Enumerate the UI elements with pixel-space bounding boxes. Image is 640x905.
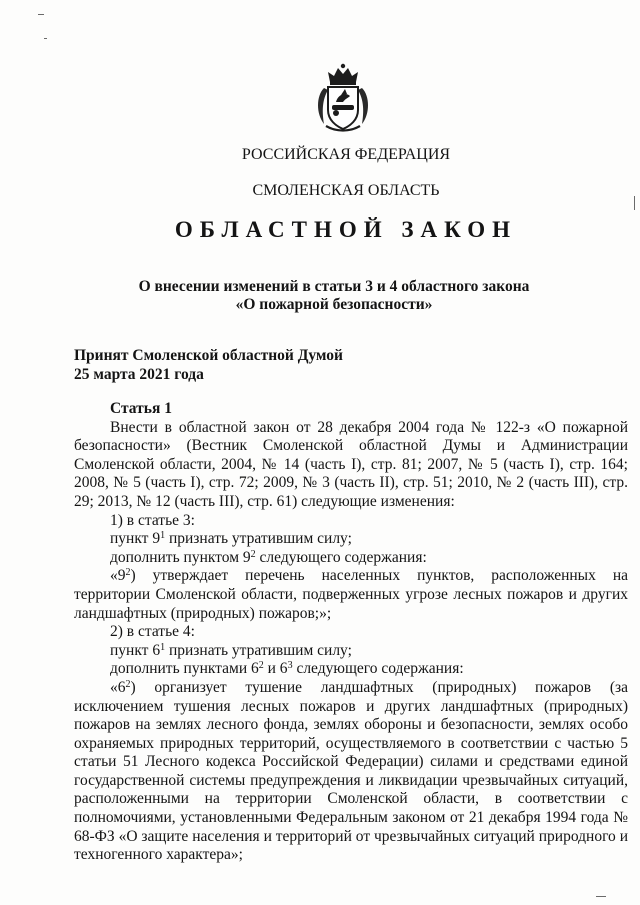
amendment-item-1-quoted-text: «$9^2$) утверждает перечень населенных пунктов, расположенных на территории Смоленской области, подверженных угрозе лесных пожаров и других ландшафтных (природных) пожаров;»; [74, 567, 628, 622]
adoption-block [74, 346, 343, 384]
article-heading: Статья 1 [110, 400, 172, 417]
scan-mark-top-left [38, 14, 44, 15]
document-title: ОБЛАСТНОЙ ЗАКОН [174, 217, 518, 242]
article-intro-paragraph: Внести в областной закон от 28 декабря 2004 года № 122-з «О пожарной безопасности» (Вестник Смоленской областной Думы и Администрации Смоленской области, 2004, № 14 (часть I), стр. 81; 2007, № 5 (часть I), стр. 164; 2008, № 5 (часть I), стр. 72; 2009, № 3 (часть II), стр. 51; 2010, № 2 (часть III), стр. 29; 2013, № 12 (часть III), стр. 61) следующие изменения: [74, 418, 628, 510]
smolensk-coat-of-arms-icon [312, 62, 374, 134]
adoption-date: 25 марта 2021 года [74, 366, 204, 383]
amendment-item-1-point-b: дополнить пунктом $9^2$ следующего содержания: [110, 548, 427, 566]
amendment-item-2-quoted-text: «$6^2$) организует тушение ландшафтных (природных) пожаров (за исключением тушения лесных пожаров и других ландшафтных (природных) пожаров на землях лесного фонда, землях обороны и безопасности, землях особо охраняемых природных территорий, осуществляемого в соответствии с частью 5 статьи 51 Лесного кодекса Российской Федерации) силами и средствами единой государственной системы предупреждения и ликвидации чрезвычайных ситуаций, расположенными на территории Смоленской области, в соответствии с полномочиями, установленными Федеральным законом от 21 декабря 1994 года № 68-ФЗ «О защите населения и территорий от чрезвычайных ситуаций природного и техногенного характера»; [74, 678, 628, 864]
federation-heading: РОССИЙСКАЯ ФЕДЕРАЦИЯ [241, 146, 451, 163]
adoption-body: Принят Смоленской областной Думой [74, 347, 343, 364]
amendment-item-1-point-a: пункт $9^1$ признать утратившим силу; [110, 530, 352, 548]
amendment-item-1: 1) в статье 3: [110, 511, 195, 529]
law-subtitle-line-1: О внесении изменений в статьи 3 и 4 областного закона [138, 278, 530, 295]
scan-mark-top-left-2 [44, 38, 47, 39]
article-body [74, 400, 628, 865]
law-subtitle [14, 278, 640, 314]
scan-mark-bottom-right [596, 896, 606, 897]
amendment-item-2-point-a: пункт $6^1$ признать утратившим силу; [110, 641, 352, 659]
amendment-item-2-point-b: дополнить пунктами $6^2$ и $6^3$ следующего содержания: [110, 660, 464, 678]
scan-mark-right-edge [634, 196, 635, 210]
region-heading: СМОЛЕНСКАЯ ОБЛАСТЬ [252, 182, 440, 199]
amendment-item-2: 2) в статье 4: [110, 623, 195, 641]
law-subtitle-line-2: «О пожарной безопасности» [235, 296, 433, 313]
